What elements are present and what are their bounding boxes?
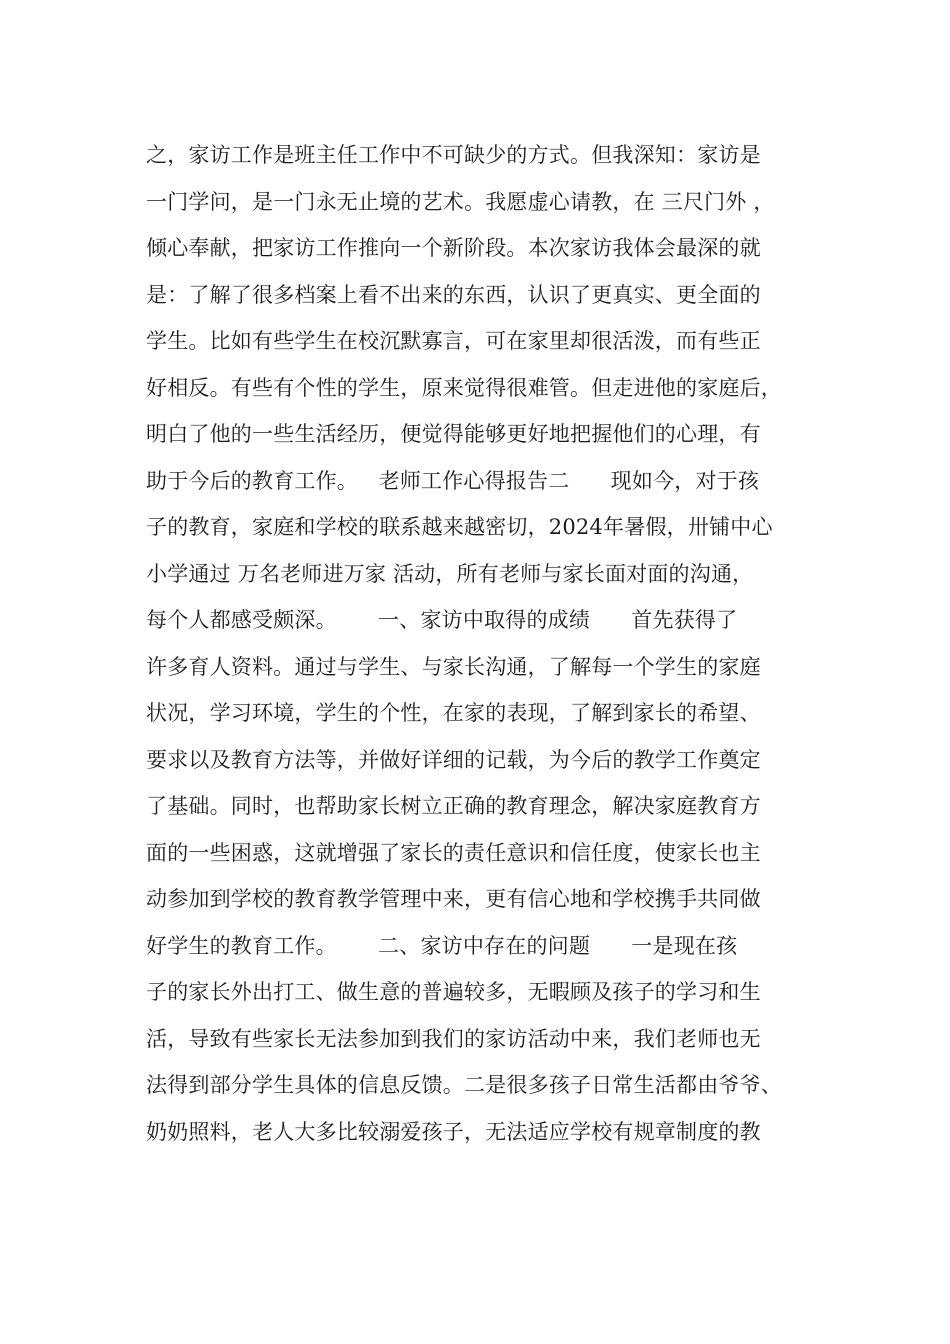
text-line: 每个人都感受颇深。 一、家访中取得的成绩 首先获得了 xyxy=(146,608,738,632)
text-line: 倾心奉献，把家访工作推向一个新阶段。本次家访我体会最深的就 xyxy=(146,236,761,260)
text-line: 许多育人资料。通过与学生、与家长沟通，了解每一个学生的家庭 xyxy=(146,654,761,679)
text-line: 面的一些困惑，这就增强了家长的责任意识和信任度，使家长也主 xyxy=(146,840,761,865)
text-line: 奶奶照料，老人大多比较溺爱孩子，无法适应学校有规章制度的教 xyxy=(146,1119,761,1144)
text-line: 学生。比如有些学生在校沉默寡言，可在家里却很活泼，而有些正 xyxy=(146,329,761,353)
text-line: 助于今后的教育工作。 老师工作心得报告二 现如今，对于孩 xyxy=(146,468,760,493)
text-line: 子的教育，家庭和学校的联系越来越密切，2024年暑假，卅铺中心 xyxy=(146,515,773,539)
text-line: 子的家长外出打工、做生意的普遍较多，无暇顾及孩子的学习和生 xyxy=(146,980,761,1004)
text-line: 好学生的教育工作。 二、家访中存在的问题 一是现在孩 xyxy=(146,933,738,958)
text-line: 动参加到学校的教育教学管理中来，更有信心地和学校携手共同做 xyxy=(146,887,761,911)
text-line: 法得到部分学生具体的信息反馈。二是很多孩子日常生活都由爷爷、 xyxy=(146,1073,782,1097)
text-line: 状况，学习环境，学生的个性，在家的表现，了解到家长的希望、 xyxy=(146,701,761,725)
text-line: 之，家访工作是班主任工作中不可缺少的方式。但我深知：家访是 xyxy=(146,143,761,167)
text-line: 明白了他的一些生活经历，便觉得能够更好地把握他们的心理，有 xyxy=(146,422,761,446)
text-line: 小学通过 万名老师进万家 活动，所有老师与家长面对面的沟通， xyxy=(146,561,754,586)
text-line: 了基础。同时，也帮助家长树立正确的教育理念，解决家庭教育方 xyxy=(146,794,761,818)
body-text xyxy=(146,132,826,1155)
text-line: 是：了解了很多档案上看不出来的东西，认识了更真实、更全面的 xyxy=(146,282,761,307)
text-line: 要求以及教育方法等，并做好详细的记载，为今后的教学工作奠定 xyxy=(146,747,761,772)
text-line: 一门学问，是一门永无止境的艺术。我愿虚心请教，在 三尺门外 ， xyxy=(146,189,775,214)
text-line: 好相反。有些有个性的学生，原来觉得很难管。但走进他的家庭后， xyxy=(146,375,782,400)
text-line: 活，导致有些家长无法参加到我们的家访活动中来，我们老师也无 xyxy=(146,1026,761,1051)
